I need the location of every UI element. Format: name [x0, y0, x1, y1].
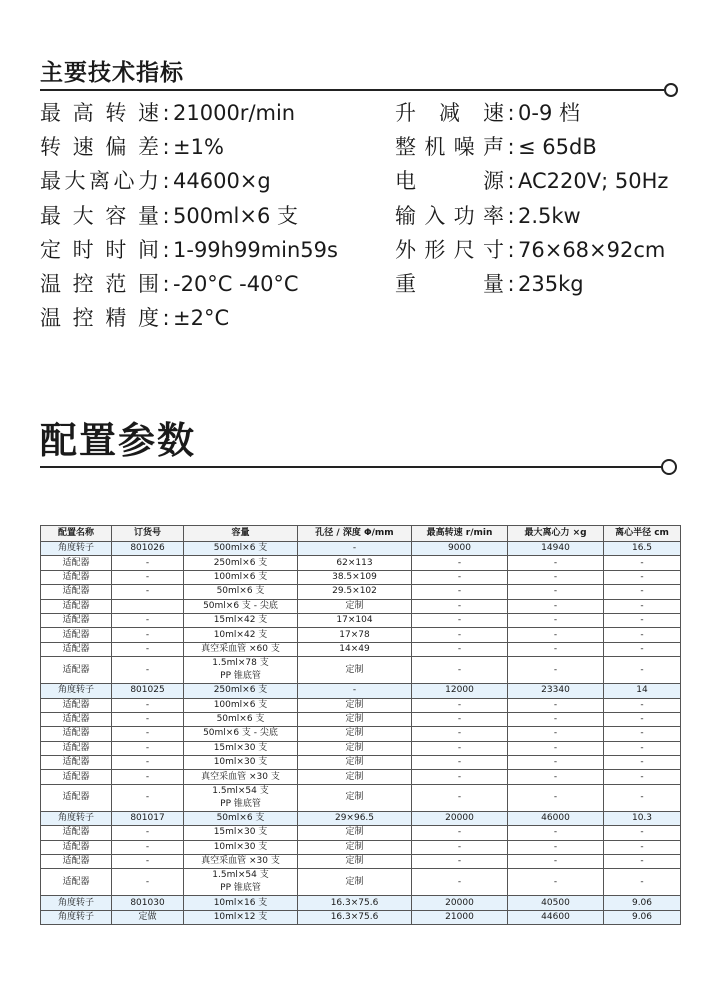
adapter-row [41, 585, 681, 599]
table-cell: 10ml×12 支 [184, 910, 298, 924]
spec-value: 44600×g [173, 169, 271, 194]
column-header: 配置名称 [41, 526, 112, 542]
spec-value: 76×68×92cm [518, 237, 666, 262]
table-cell: 14940 [508, 542, 604, 556]
spec-value: 2.5kw [518, 203, 581, 228]
table-cell: 定制 [298, 741, 412, 755]
table-cell: - [112, 840, 184, 854]
table-cell: 17×78 [298, 628, 412, 642]
table-cell: - [412, 840, 508, 854]
table-cell: - [508, 727, 604, 741]
spec-label: 转 速 偏 差 [40, 135, 159, 160]
table-cell: 250ml×6 支 [184, 684, 298, 698]
table-cell: - [112, 657, 184, 684]
table-cell: - [508, 770, 604, 784]
column-header: 容量 [184, 526, 298, 542]
table-cell: 定制 [298, 712, 412, 726]
table-cell: 50ml×6 支 [184, 712, 298, 726]
table-cell: - [112, 712, 184, 726]
spec-label: 整 机 噪 声 [395, 135, 504, 160]
table-cell: 真空采血管 ×60 支 [184, 642, 298, 656]
table-cell: 定制 [298, 855, 412, 869]
spec-value: 235kg [518, 272, 584, 296]
table-cell: - [112, 756, 184, 770]
spec-item [395, 133, 597, 161]
table-cell: - [604, 712, 681, 726]
table-cell: 44600 [508, 910, 604, 924]
table-cell: - [508, 585, 604, 599]
table-cell: - [604, 657, 681, 684]
table-cell: - [412, 712, 508, 726]
table-cell: - [412, 826, 508, 840]
table-cell: 定制 [298, 657, 412, 684]
spec-value: 1-99h99min59s [173, 237, 338, 262]
config-title-rule [40, 466, 662, 468]
table-cell: 16.5 [604, 542, 681, 556]
spec-label: 定 时 时 间 [40, 237, 159, 262]
adapter-row [41, 570, 681, 584]
table-cell: - [604, 840, 681, 854]
table-cell: - [604, 741, 681, 755]
table-cell: - [508, 657, 604, 684]
spec-colon: : [507, 169, 515, 194]
table-cell: - [112, 698, 184, 712]
table-cell: 801026 [112, 542, 184, 556]
table-cell: 适配器 [41, 642, 112, 656]
table-cell: 适配器 [41, 556, 112, 570]
table-cell: 21000 [412, 910, 508, 924]
table-cell: - [508, 642, 604, 656]
spec-item [40, 202, 298, 230]
table-cell: - [112, 570, 184, 584]
adapter-row [41, 712, 681, 726]
table-cell: - [412, 855, 508, 869]
adapter-row [41, 642, 681, 656]
table-cell: - [412, 869, 508, 896]
table-cell: 适配器 [41, 869, 112, 896]
table-cell: - [412, 628, 508, 642]
spec-value: 500ml×6 支 [173, 203, 299, 228]
table-cell: 801030 [112, 896, 184, 910]
spec-value: 21000r/min [173, 101, 296, 125]
table-cell: 适配器 [41, 613, 112, 627]
table-cell: 500ml×6 支 [184, 542, 298, 556]
adapter-row [41, 613, 681, 627]
table-cell: 定制 [298, 756, 412, 770]
table-cell: - [604, 727, 681, 741]
table-cell: 10ml×30 支 [184, 840, 298, 854]
table-cell: 适配器 [41, 657, 112, 684]
rotor-row [41, 811, 681, 825]
table-cell: - [112, 855, 184, 869]
table-cell: - [604, 784, 681, 811]
table-cell: 16.3×75.6 [298, 896, 412, 910]
table-cell: 定制 [298, 770, 412, 784]
adapter-row [41, 628, 681, 642]
table-cell: - [112, 628, 184, 642]
table-cell: - [112, 869, 184, 896]
table-cell: 角度转子 [41, 542, 112, 556]
table-cell: - [604, 570, 681, 584]
table-cell: 适配器 [41, 784, 112, 811]
table-cell: - [412, 784, 508, 811]
spec-label: 重 量 [395, 272, 504, 296]
table-cell: 定做 [112, 910, 184, 924]
table-cell: - [604, 826, 681, 840]
spec-label: 升 减 速 [395, 101, 504, 125]
table-cell: 23340 [508, 684, 604, 698]
spec-value: 0-9 档 [518, 101, 580, 125]
table-cell: - [508, 869, 604, 896]
table-cell: 250ml×6 支 [184, 556, 298, 570]
table-cell: - [112, 727, 184, 741]
table-cell: - [298, 542, 412, 556]
specs-section-title: 主要技术指标 [40, 60, 184, 86]
table-cell: 适配器 [41, 628, 112, 642]
adapter-row [41, 826, 681, 840]
adapter-row [41, 756, 681, 770]
spec-label: 输 入 功 率 [395, 203, 504, 228]
spec-value: -20°C -40°C [173, 272, 299, 296]
table-cell: 角度转子 [41, 684, 112, 698]
rotor-row [41, 910, 681, 924]
spec-item [40, 270, 299, 298]
adapter-row [41, 698, 681, 712]
column-header: 最大离心力 ×g [508, 526, 604, 542]
adapter-row [41, 556, 681, 570]
rotor-row [41, 542, 681, 556]
table-cell: 29×96.5 [298, 811, 412, 825]
table-cell: - [508, 599, 604, 613]
column-header: 离心半径 cm [604, 526, 681, 542]
spec-value: ≤ 65dB [518, 135, 597, 160]
spec-label: 外 形 尺 寸 [395, 237, 504, 262]
spec-item [40, 304, 229, 332]
table-cell: - [412, 556, 508, 570]
table-cell: 适配器 [41, 840, 112, 854]
spec-item [395, 270, 584, 298]
table-cell: - [604, 756, 681, 770]
table-cell: - [508, 698, 604, 712]
adapter-row [41, 784, 681, 811]
table-cell: 适配器 [41, 741, 112, 755]
column-header: 孔径 / 深度 Φ/mm [298, 526, 412, 542]
table-cell: 定制 [298, 727, 412, 741]
table-cell: - [112, 585, 184, 599]
table-cell: - [604, 770, 681, 784]
table-cell: - [604, 855, 681, 869]
spec-colon: : [162, 101, 170, 125]
spec-colon: : [162, 237, 170, 262]
table-cell: 真空采血管 ×30 支 [184, 855, 298, 869]
table-cell: 适配器 [41, 570, 112, 584]
adapter-row [41, 741, 681, 755]
table-cell: 适配器 [41, 855, 112, 869]
table-cell: 50ml×6 支 [184, 811, 298, 825]
table-cell: 定制 [298, 826, 412, 840]
adapter-row [41, 727, 681, 741]
spec-label: 最 高 转 速 [40, 101, 159, 125]
spec-colon: : [162, 135, 170, 160]
config-section-title: 配置参数 [40, 419, 196, 462]
table-cell: 15ml×30 支 [184, 826, 298, 840]
table-cell: 适配器 [41, 756, 112, 770]
table-cell: - [604, 698, 681, 712]
table-cell: - [412, 698, 508, 712]
config-table [40, 525, 681, 925]
table-cell: 角度转子 [41, 896, 112, 910]
spec-item [395, 236, 665, 264]
table-cell: 10.3 [604, 811, 681, 825]
spec-label: 温 控 范 围 [40, 272, 159, 296]
table-cell [112, 599, 184, 613]
table-cell: - [412, 770, 508, 784]
config-table-header-row [41, 526, 681, 542]
spec-item [40, 133, 224, 161]
rotor-row [41, 896, 681, 910]
table-cell: 适配器 [41, 712, 112, 726]
spec-colon: : [507, 101, 515, 125]
spec-item [395, 99, 580, 127]
table-cell: 38.5×109 [298, 570, 412, 584]
table-cell: 定制 [298, 869, 412, 896]
adapter-row [41, 770, 681, 784]
spec-colon: : [162, 306, 170, 331]
table-cell: 50ml×6 支 - 尖底 [184, 727, 298, 741]
table-cell: - [508, 741, 604, 755]
table-cell: 9.06 [604, 896, 681, 910]
table-cell: 40500 [508, 896, 604, 910]
table-cell: 定制 [298, 698, 412, 712]
table-cell: 适配器 [41, 698, 112, 712]
table-cell: - [412, 599, 508, 613]
table-cell: 801017 [112, 811, 184, 825]
table-cell: 角度转子 [41, 910, 112, 924]
spec-colon: : [162, 272, 170, 296]
table-cell: - [412, 741, 508, 755]
table-cell: 17×104 [298, 613, 412, 627]
table-cell: 1.5ml×54 支 PP 锥底管 [184, 869, 298, 896]
spec-item [40, 99, 295, 127]
table-cell: 角度转子 [41, 811, 112, 825]
spec-label: 电 源 [395, 169, 504, 194]
spec-value: ±1% [173, 135, 224, 160]
spec-value: ±2°C [173, 306, 230, 331]
table-cell: - [412, 642, 508, 656]
column-header: 最高转速 r/min [412, 526, 508, 542]
table-cell: - [604, 599, 681, 613]
table-cell: - [604, 585, 681, 599]
table-cell: 定制 [298, 840, 412, 854]
table-cell: 9.06 [604, 910, 681, 924]
table-cell: 12000 [412, 684, 508, 698]
table-cell: - [412, 613, 508, 627]
table-cell: 16.3×75.6 [298, 910, 412, 924]
table-cell: - [412, 727, 508, 741]
table-cell: 1.5ml×54 支 PP 锥底管 [184, 784, 298, 811]
table-cell: 9000 [412, 542, 508, 556]
adapter-row [41, 855, 681, 869]
adapter-row [41, 840, 681, 854]
table-cell: - [604, 613, 681, 627]
table-cell: - [604, 628, 681, 642]
table-cell: 100ml×6 支 [184, 698, 298, 712]
table-cell: - [604, 869, 681, 896]
table-cell: - [412, 657, 508, 684]
spec-label: 最 大 容 量 [40, 203, 159, 228]
adapter-row [41, 599, 681, 613]
spec-item [40, 167, 271, 195]
table-cell: 10ml×16 支 [184, 896, 298, 910]
table-cell: - [508, 570, 604, 584]
table-cell: 50ml×6 支 - 尖底 [184, 599, 298, 613]
spec-label: 最 大 离 心 力 [40, 169, 159, 194]
table-cell: 14×49 [298, 642, 412, 656]
table-cell: 29.5×102 [298, 585, 412, 599]
config-title-rule-end-circle [661, 459, 677, 475]
table-cell: 适配器 [41, 770, 112, 784]
table-cell: 适配器 [41, 585, 112, 599]
table-cell: - [508, 840, 604, 854]
table-cell: - [508, 826, 604, 840]
table-cell: - [508, 613, 604, 627]
table-cell: 适配器 [41, 826, 112, 840]
specs-title-rule [40, 89, 664, 91]
table-cell: 46000 [508, 811, 604, 825]
table-cell: - [508, 712, 604, 726]
table-cell: - [112, 784, 184, 811]
table-cell: 20000 [412, 811, 508, 825]
table-cell: 15ml×42 支 [184, 613, 298, 627]
table-cell: 801025 [112, 684, 184, 698]
table-cell: - [112, 826, 184, 840]
spec-colon: : [162, 203, 170, 228]
table-cell: - [412, 570, 508, 584]
table-cell: - [112, 613, 184, 627]
table-cell: 10ml×42 支 [184, 628, 298, 642]
table-cell: 10ml×30 支 [184, 756, 298, 770]
table-cell: - [412, 585, 508, 599]
table-cell: 14 [604, 684, 681, 698]
table-cell: - [112, 770, 184, 784]
table-cell: - [508, 756, 604, 770]
table-cell: 定制 [298, 784, 412, 811]
table-cell: - [298, 684, 412, 698]
table-cell: 20000 [412, 896, 508, 910]
adapter-row [41, 657, 681, 684]
spec-colon: : [507, 237, 515, 262]
table-cell: - [508, 855, 604, 869]
spec-colon: : [507, 135, 515, 160]
table-cell: - [112, 556, 184, 570]
table-cell: 适配器 [41, 599, 112, 613]
table-cell: 100ml×6 支 [184, 570, 298, 584]
adapter-row [41, 869, 681, 896]
spec-item [40, 236, 338, 264]
table-cell: - [604, 642, 681, 656]
spec-colon: : [162, 169, 170, 194]
table-cell: 50ml×6 支 [184, 585, 298, 599]
spec-colon: : [507, 203, 515, 228]
spec-value: AC220V; 50Hz [518, 169, 669, 194]
table-cell: 真空采血管 ×30 支 [184, 770, 298, 784]
table-cell: 适配器 [41, 727, 112, 741]
spec-label: 温 控 精 度 [40, 306, 159, 331]
table-cell: - [508, 556, 604, 570]
table-cell: - [508, 784, 604, 811]
table-cell: - [604, 556, 681, 570]
table-cell: 62×113 [298, 556, 412, 570]
table-cell: 15ml×30 支 [184, 741, 298, 755]
spec-colon: : [507, 272, 515, 296]
spec-item [395, 202, 581, 230]
table-cell: - [508, 628, 604, 642]
table-cell: 1.5ml×78 支 PP 锥底管 [184, 657, 298, 684]
rotor-row [41, 684, 681, 698]
spec-item [395, 167, 668, 195]
table-cell: - [112, 642, 184, 656]
table-cell: - [112, 741, 184, 755]
table-cell: - [412, 756, 508, 770]
table-cell: 定制 [298, 599, 412, 613]
specs-title-rule-end-circle [664, 83, 678, 97]
column-header: 订货号 [112, 526, 184, 542]
